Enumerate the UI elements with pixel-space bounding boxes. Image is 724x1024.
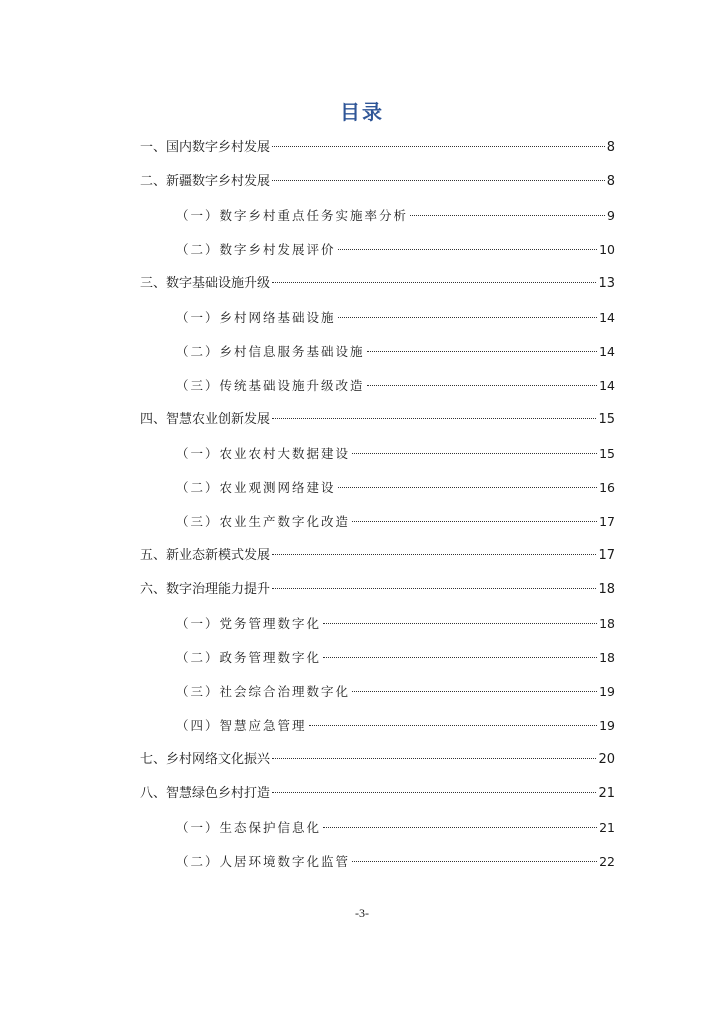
toc-entry-label: （一）数字乡村重点任务实施率分析 [176,208,409,223]
toc-dot-leader [272,180,605,181]
toc-entry-page: 22 [599,854,615,869]
toc-entry-label: （三）传统基础设施升级改造 [176,378,365,393]
toc-entry-page: 15 [599,446,615,461]
toc-entry-label: 二、新疆数字乡村发展 [140,174,271,189]
toc-entry-label: （二）人居环境数字化监管 [176,854,351,869]
toc-entry-page: 21 [598,786,615,801]
toc-entry-page: 18 [599,616,615,631]
toc-entry[interactable] [176,206,615,226]
toc-entry-page: 21 [599,820,615,835]
toc-entry[interactable] [176,240,615,260]
toc-entry-label: 七、乡村网络文化振兴 [140,752,271,767]
toc-dot-leader [352,691,597,692]
toc-entry-page: 16 [599,480,615,495]
toc-entry[interactable] [176,376,615,396]
toc-dot-leader [323,657,597,658]
toc-entry-label: （三）农业生产数字化改造 [176,514,351,529]
toc-entry[interactable] [176,308,615,328]
toc-entry-label: 三、数字基础设施升级 [140,276,271,291]
toc-dot-leader [338,487,598,488]
toc-dot-leader [272,758,596,759]
toc-entry-page: 19 [599,684,615,699]
toc-entry-label: 五、新业态新模式发展 [140,548,271,563]
toc-entry[interactable] [176,648,615,668]
page-number: -3- [355,906,369,920]
toc-entry-label: 一、国内数字乡村发展 [140,140,271,155]
toc-entry-label: （一）生态保护信息化 [176,820,322,835]
toc-dot-leader [323,827,597,828]
toc-dot-leader [272,588,596,589]
toc-entry-label: （二）数字乡村发展评价 [176,242,336,257]
toc-dot-leader [352,861,597,862]
toc-entry[interactable] [140,172,615,192]
toc-entry-page: 8 [606,140,615,155]
toc-entry-label: 四、智慧农业创新发展 [140,412,271,427]
toc-entry[interactable] [176,818,615,838]
toc-dot-leader [272,282,596,283]
toc-entry[interactable] [176,512,615,532]
toc-entry-page: 10 [599,242,615,257]
toc-dot-leader [410,215,605,216]
toc-entry[interactable] [176,444,615,464]
toc-entry-page: 14 [599,344,615,359]
toc-entry-label: 八、智慧绿色乡村打造 [140,786,271,801]
toc-dot-leader [367,385,598,386]
toc-entry-page: 13 [598,276,615,291]
toc-entry-label: （一）乡村网络基础设施 [176,310,336,325]
toc-entry[interactable] [140,138,615,158]
toc-dot-leader [272,554,596,555]
toc-entry[interactable] [140,750,615,770]
toc-entry[interactable] [140,546,615,566]
toc-entry[interactable] [176,478,615,498]
toc-dot-leader [338,317,598,318]
toc-entry-page: 14 [599,378,615,393]
toc-entry-page: 17 [599,514,615,529]
toc-entry-page: 15 [598,412,615,427]
toc-entry-page: 18 [598,582,615,597]
toc-entry-page: 14 [599,310,615,325]
toc-entry-label: （三）社会综合治理数字化 [176,684,351,699]
toc-entry-label: （二）农业观测网络建设 [176,480,336,495]
toc-entry[interactable] [140,580,615,600]
toc-dot-leader [338,249,598,250]
toc-dot-leader [309,725,598,726]
toc-dot-leader [323,623,597,624]
toc-dot-leader [352,521,597,522]
toc-entry[interactable] [176,716,615,736]
toc-dot-leader [352,453,597,454]
toc-entry[interactable] [140,410,615,430]
toc-dot-leader [367,351,598,352]
toc-entry-page: 18 [599,650,615,665]
toc-dot-leader [272,418,596,419]
toc-entry[interactable] [176,342,615,362]
toc-entry-page: 20 [598,752,615,767]
toc-entry-label: 六、数字治理能力提升 [140,582,271,597]
toc-entry[interactable] [176,614,615,634]
toc-entry-label: （一）农业农村大数据建设 [176,446,351,461]
toc-entry[interactable] [176,682,615,702]
toc-entry-label: （四）智慧应急管理 [176,718,307,733]
toc-dot-leader [272,792,596,793]
toc-entry-page: 19 [599,718,615,733]
toc-entry[interactable] [176,852,615,872]
toc-dot-leader [272,146,605,147]
toc-entry-label: （二）乡村信息服务基础设施 [176,344,365,359]
toc-entry-label: （一）党务管理数字化 [176,616,322,631]
toc-entry-page: 8 [606,174,615,189]
toc-entry-page: 17 [598,548,615,563]
toc-title: 目录 [340,100,384,124]
toc-entry-page: 9 [607,208,615,223]
toc-entry[interactable] [140,274,615,294]
toc-entry[interactable] [140,784,615,804]
toc-entry-label: （二）政务管理数字化 [176,650,322,665]
